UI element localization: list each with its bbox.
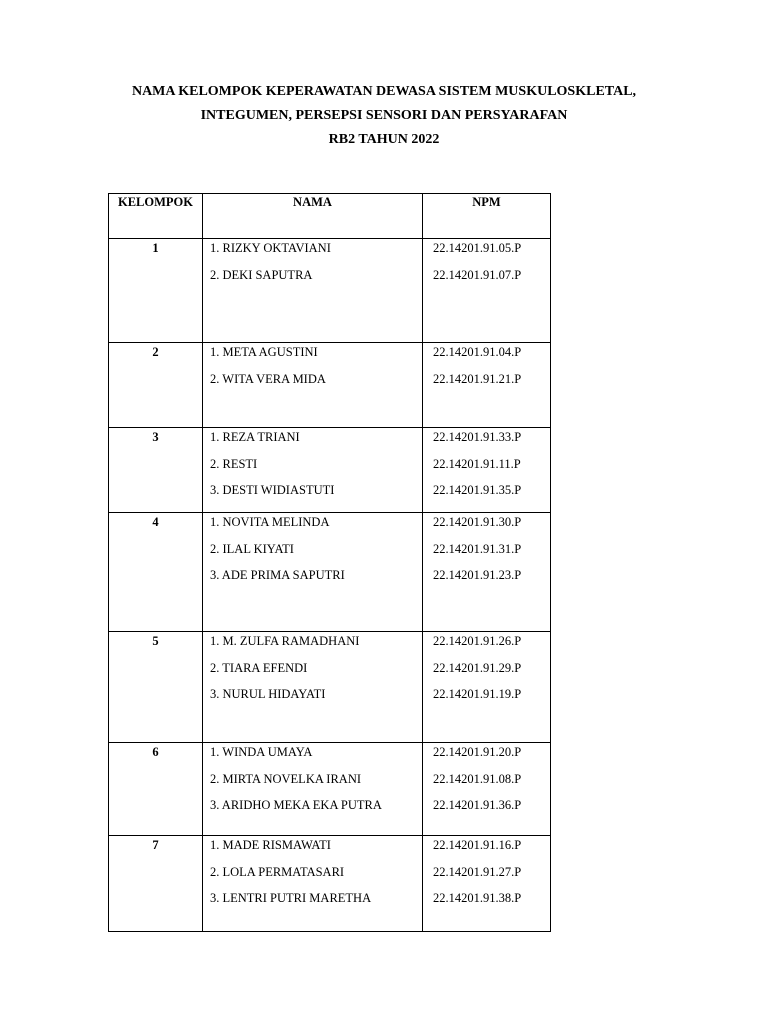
group-names-cell <box>203 632 423 743</box>
group-names-cell <box>203 343 423 428</box>
member-name: 1. REZA TRIANI <box>210 430 300 444</box>
group-number: 6 <box>109 743 203 836</box>
member-npm: 22.14201.91.27.P <box>433 864 522 879</box>
member-npm: 22.14201.91.35.P <box>433 483 522 497</box>
member-name: 1. WINDA UMAYA <box>210 745 313 759</box>
member-name: 1. M. ZULFA RAMADHANI <box>210 634 360 648</box>
table-row <box>109 513 551 632</box>
member-name: 2. RESTI <box>210 456 258 471</box>
group-names-cell <box>203 836 423 932</box>
member-npm: 22.14201.91.21.P <box>433 371 522 386</box>
table-row <box>109 836 551 932</box>
group-names-cell <box>203 428 423 513</box>
group-npm-cell <box>423 343 551 428</box>
member-npm: 22.14201.91.33.P <box>433 430 522 444</box>
member-name: 2. ILAL KIYATI <box>210 541 294 556</box>
member-name: 1. MADE RISMAWATI <box>210 838 331 852</box>
member-npm: 22.14201.91.04.P <box>433 345 522 359</box>
group-npm-cell <box>423 513 551 632</box>
group-number: 4 <box>109 513 203 632</box>
member-npm: 22.14201.91.05.P <box>433 241 522 255</box>
member-npm: 22.14201.91.16.P <box>433 838 522 852</box>
member-name: 1. RIZKY OKTAVIANI <box>210 241 331 255</box>
member-name: 2. DEKI SAPUTRA <box>210 267 313 282</box>
member-name: 3. NURUL HIDAYATI <box>210 687 326 701</box>
header-nama: NAMA <box>203 194 423 239</box>
group-number: 2 <box>109 343 203 428</box>
title-line-3: RB2 TAHUN 2022 <box>328 132 440 147</box>
group-npm-cell <box>423 239 551 343</box>
group-npm-cell <box>423 743 551 836</box>
member-name: 1. NOVITA MELINDA <box>210 515 330 529</box>
member-npm: 22.14201.91.30.P <box>433 515 522 529</box>
member-npm: 22.14201.91.07.P <box>433 267 522 282</box>
table-header-row <box>109 194 551 239</box>
member-name: 3. ARIDHO MEKA EKA PUTRA <box>210 798 382 812</box>
member-npm: 22.14201.91.19.P <box>433 687 522 701</box>
group-number: 5 <box>109 632 203 743</box>
table-row <box>109 239 551 343</box>
header-npm: NPM <box>423 194 551 239</box>
member-name: 3. ADE PRIMA SAPUTRI <box>210 568 345 582</box>
member-name: 2. TIARA EFENDI <box>210 660 308 675</box>
table-row <box>109 343 551 428</box>
group-number: 7 <box>109 836 203 932</box>
member-name: 2. LOLA PERMATASARI <box>210 864 345 879</box>
group-npm-cell <box>423 836 551 932</box>
member-name: 3. DESTI WIDIASTUTI <box>210 483 335 497</box>
member-npm: 22.14201.91.31.P <box>433 541 522 556</box>
member-name: 3. LENTRI PUTRI MARETHA <box>210 891 372 905</box>
member-npm: 22.14201.91.36.P <box>433 798 522 812</box>
group-number: 1 <box>109 239 203 343</box>
member-npm: 22.14201.91.08.P <box>433 771 522 786</box>
group-names-cell <box>203 743 423 836</box>
member-npm: 22.14201.91.11.P <box>433 456 521 471</box>
member-name: 1. META AGUSTINI <box>210 345 318 359</box>
member-name: 2. WITA VERA MIDA <box>210 371 326 386</box>
member-npm: 22.14201.91.20.P <box>433 745 522 759</box>
member-npm: 22.14201.91.29.P <box>433 660 522 675</box>
group-names-cell <box>203 513 423 632</box>
group-npm-cell <box>423 428 551 513</box>
table-row <box>109 428 551 513</box>
member-name: 2. MIRTA NOVELKA IRANI <box>210 771 362 786</box>
group-npm-cell <box>423 632 551 743</box>
title-line-1: NAMA KELOMPOK KEPERAWATAN DEWASA SISTEM MUSKULOSKLETAL, <box>131 84 637 99</box>
member-npm: 22.14201.91.38.P <box>433 891 522 905</box>
table-row <box>109 743 551 836</box>
member-npm: 22.14201.91.26.P <box>433 634 522 648</box>
member-npm: 22.14201.91.23.P <box>433 568 522 582</box>
group-number: 3 <box>109 428 203 513</box>
group-table <box>108 193 551 932</box>
header-kelompok: KELOMPOK <box>109 194 203 239</box>
group-names-cell <box>203 239 423 343</box>
title-line-2: INTEGUMEN, PERSEPSI SENSORI DAN PERSYARAFAN <box>200 108 568 123</box>
table-row <box>109 632 551 743</box>
